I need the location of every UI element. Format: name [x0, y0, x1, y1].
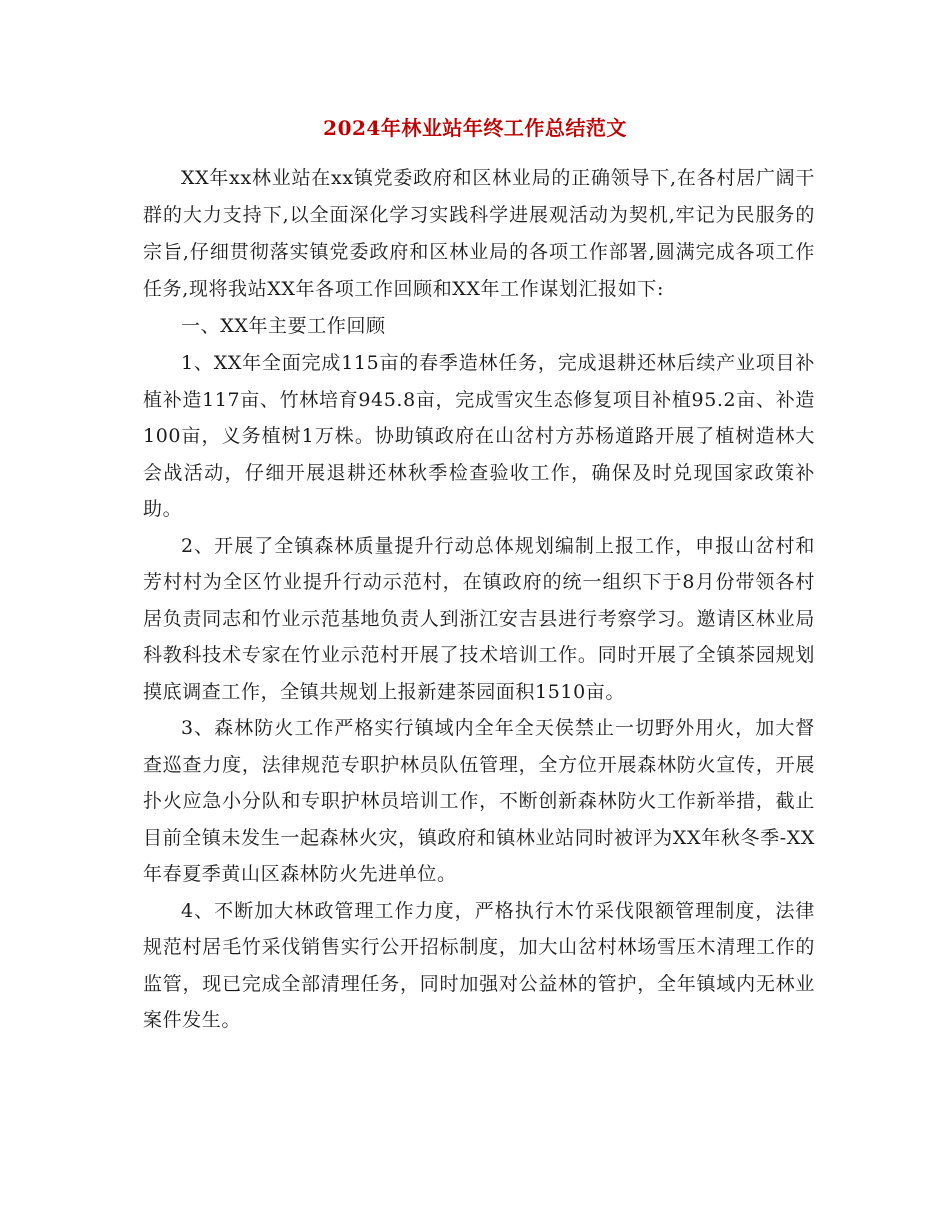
work-item-3: 3、森林防火工作严格实行镇域内全年全天侯禁止一切野外用火，加大督查巡查力度，法律规范专职护林员队伍管理，全方位开展森林防火宣传，开展扑火应急小分队和专职护林员培训工作，不断创新森林防火工作新举措，截止目前全镇未发生一起森林火灾，镇政府和镇林业站同时被评为XX年秋冬季-XX年春夏季黄山区森林防火先进单位。 [143, 717, 815, 885]
document-title: 2024年林业站年终工作总结范文 [323, 116, 627, 140]
document-body [143, 160, 815, 1039]
intro-paragraph: XX年xx林业站在xx镇党委政府和区林业局的正确领导下,在各村居广阔干群的大力支持下,以全面深化学习实践科学进展观活动为契机,牢记为民服务的宗旨,仔细贯彻落实镇党委政府和区林业局的各项工作部署,圆满完成各项工作任务,现将我站XX年各项工作回顾和XX年工作谋划汇报如下: [143, 167, 815, 300]
work-item-1: 1、XX年全面完成115亩的春季造林任务，完成退耕还林后续产业项目补植补造117亩、竹林培育945.8亩，完成雪灾生态修复项目补植95.2亩、补造100亩，义务植树1万株。协助镇政府在山岔村方苏杨道路开展了植树造林大会战活动，仔细开展退耕还林秋季检查验收工作，确保及时兑现国家政策补助。 [143, 352, 815, 520]
section-heading: 一、XX年主要工作回顾 [181, 315, 386, 337]
work-item-2: 2、开展了全镇森林质量提升行动总体规划编制上报工作，申报山岔村和芳村村为全区竹业提升行动示范村，在镇政府的统一组织下于8月份带领各村居负责同志和竹业示范基地负责人到浙江安吉县进行考察学习。邀请区林业局科教科技术专家在竹业示范村开展了技术培训工作。同时开展了全镇茶园规划摸底调查工作，全镇共规划上报新建茶园面积1510亩。 [143, 534, 815, 703]
work-item-4: 4、不断加大林政管理工作力度，严格执行木竹采伐限额管理制度，法律规范村居毛竹采伐销售实行公开招标制度，加大山岔村林场雪压木清理工作的监管，现已完成全部清理任务，同时加强对公益林的管护，全年镇域内无林业案件发生。 [143, 899, 815, 1031]
